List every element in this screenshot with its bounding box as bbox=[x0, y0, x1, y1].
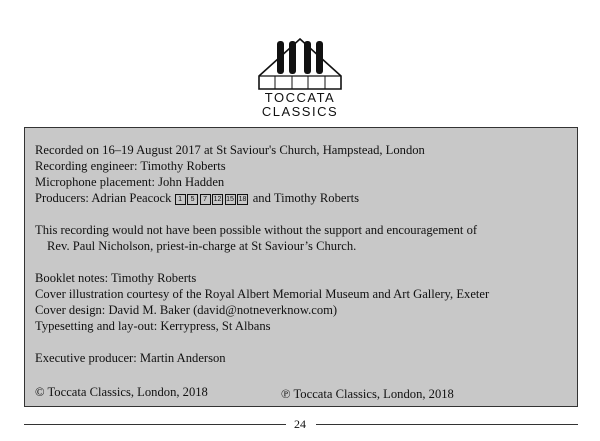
producers-prefix: Producers: Adrian Peacock bbox=[35, 191, 172, 205]
producers-suffix: and Timothy Roberts bbox=[252, 191, 360, 205]
track-number-box: 12 bbox=[213, 196, 222, 203]
recording-date-location: Recorded on 16–19 August 2017 at St Saviour's Church, Hampstead, London bbox=[35, 143, 425, 157]
phonogram-copyright: ℗ Toccata Classics, London, 2018 bbox=[281, 387, 454, 401]
typesetting: Typesetting and lay-out: Kerrypress, St Albans bbox=[35, 319, 271, 333]
logo bbox=[0, 0, 600, 126]
page-number: 24 bbox=[294, 417, 306, 431]
support-acknowledgement: This recording would not have been possible without the support and encouragement of bbox=[35, 223, 478, 237]
brand-line-1: TOCCATA bbox=[264, 90, 336, 105]
support-acknowledgement-cont: Rev. Paul Nicholson, priest-in-charge at St Saviour’s Church. bbox=[47, 239, 357, 253]
track-number-box: 15 bbox=[226, 196, 234, 203]
recording-engineer: Recording engineer: Timothy Roberts bbox=[35, 159, 226, 173]
executive-producer: Executive producer: Martin Anderson bbox=[35, 351, 226, 365]
track-number-box: 1 bbox=[175, 194, 186, 205]
track-number-box: 5 bbox=[187, 194, 198, 205]
cover-design: Cover design: David M. Baker (david@notneverknow.com) bbox=[35, 303, 338, 317]
piano-keys-logo-icon bbox=[258, 38, 342, 90]
brand-line-2: CLASSICS bbox=[261, 104, 339, 119]
credits-panel bbox=[24, 127, 578, 407]
track-number-box: 18 bbox=[238, 196, 247, 203]
copyright: © Toccata Classics, London, 2018 bbox=[35, 385, 208, 399]
producers-line bbox=[35, 190, 359, 206]
booklet-notes: Booklet notes: Timothy Roberts bbox=[35, 271, 197, 285]
microphone-placement: Microphone placement: John Hadden bbox=[35, 175, 225, 189]
track-number-box: 7 bbox=[200, 194, 211, 205]
cover-illustration: Cover illustration courtesy of the Royal Albert Memorial Museum and Art Gallery, Exeter bbox=[35, 287, 490, 301]
footer-rule-right bbox=[316, 424, 578, 425]
producer-track-list bbox=[175, 190, 250, 206]
